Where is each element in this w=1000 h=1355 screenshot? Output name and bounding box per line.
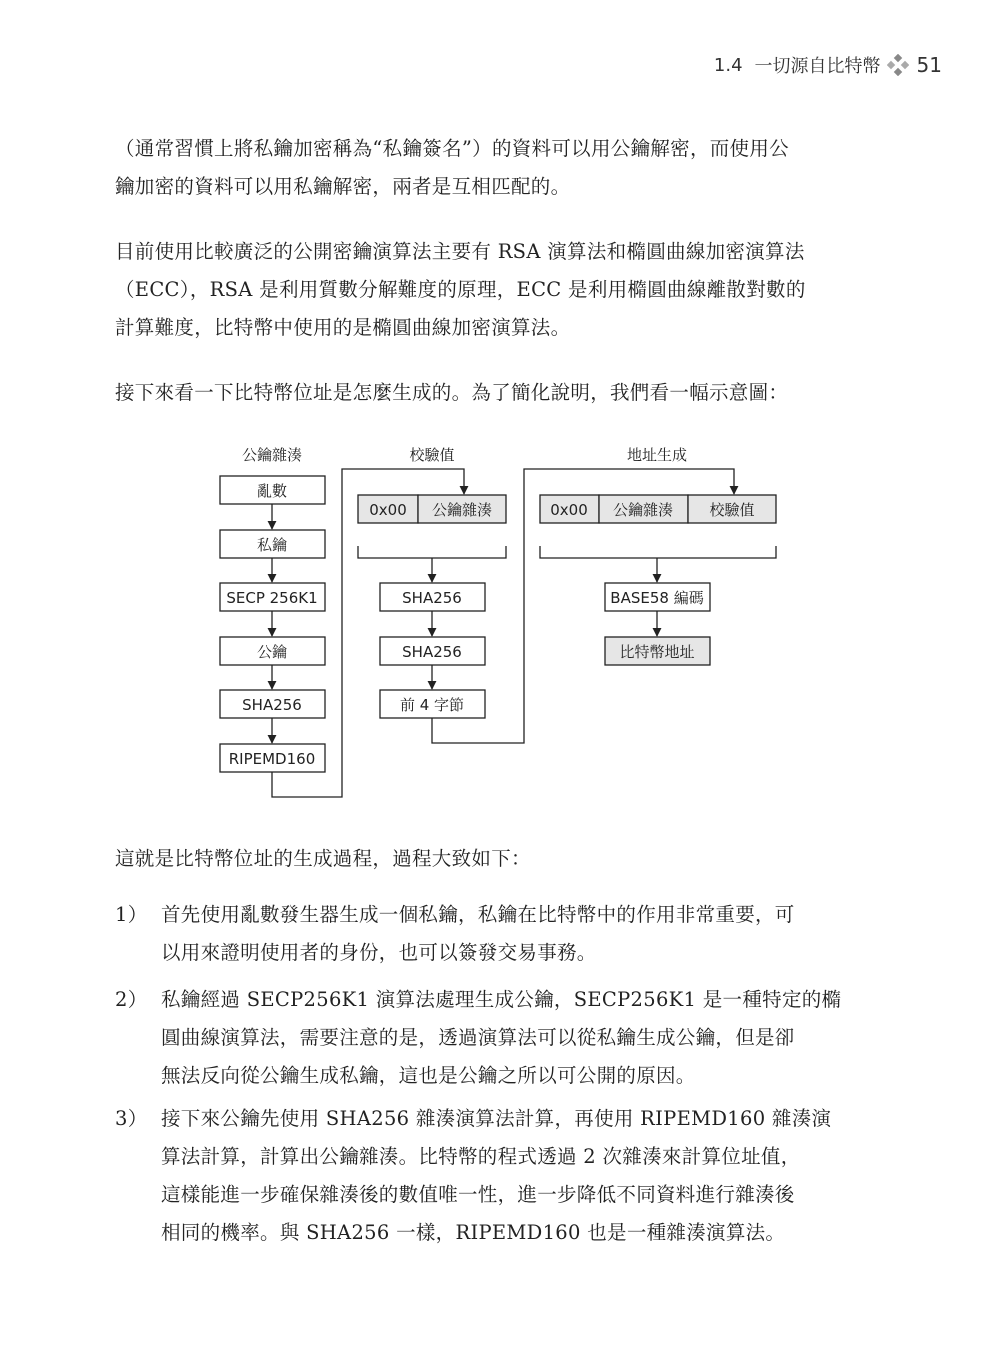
chapter-title: 一切源自比特幣 [754,56,881,77]
list-item-3 [115,1100,885,1252]
paragraph-1: （通常習慣上將私鑰加密稱為“私鑰簽名”）的資料可以用公鑰解密，而使用公 鑰加密的資料可以用私鑰解密，兩者是互相匹配的。 [115,137,789,198]
col1-step-4 [220,637,325,665]
col1-step-6 [220,744,325,772]
col1-step-2 [220,530,325,558]
col1-step-3-label: SECP 256K1 [226,589,318,607]
list-item-3-number: 3） [115,1107,148,1130]
col2-step-3-label: 前 4 字節 [399,696,465,714]
col1-step-1 [220,476,325,504]
col3-step-1-label: BASE58 編碼 [610,589,704,607]
col3-input [540,495,776,523]
col1-step-6-label: RIPEMD160 [228,750,316,768]
col1-step-1-label: 亂數 [256,482,288,500]
list-item-1-text: 首先使用亂數發生器生成一個私鑰，私鑰在比特幣中的作用非常重要，可 以用來證明使用者的身份，也可以簽發交易事務。 [161,903,795,964]
col2-title: 校驗值 [409,446,455,464]
col2-step-2-label: SHA256 [402,643,462,661]
col1-step-2-label: 私鑰 [256,536,288,554]
col1-step-5 [220,690,325,718]
list-item-1-number: 1） [115,903,148,926]
col2-step-1 [380,583,485,611]
col1-step-3 [220,583,325,611]
paragraph-2: 目前使用比較廣泛的公開密鑰演算法主要有 RSA 演算法和橢圓曲線加密演算法 （ECC），RSA 是利用質數分解難度的原理，ECC 是利用橢圓曲線離散對數的 計算難度，比特幣中使用的是橢圓曲線加密演算法。 [115,240,806,339]
col3-input-checksum: 校驗值 [709,501,755,519]
col1-step-5-label: SHA256 [242,696,302,714]
col2-step-1-label: SHA256 [402,589,462,607]
col3-step-2-label: 比特幣地址 [619,643,695,661]
col2-bracket [358,546,506,558]
paragraph-4: 這就是比特幣位址的生成過程，過程大致如下： [115,847,531,870]
list-item-1 [115,896,885,972]
list-item-3-text: 接下來公鑰先使用 SHA256 雜湊演算法計算，再使用 RIPEMD160 雜湊演 算法計算，計算出公鑰雜湊。比特幣的程式透過 2 次雜湊來計算位址值， 這樣能進一步確保雜湊後的數值唯一性，進一步降低不同資料進行雜湊後 相同的機率。與 SHA256 一樣，RIPEMD160 也是一種雜湊演算法。 [161,1107,832,1244]
page-number: 51 [916,53,942,77]
col3-input-prefix: 0x00 [550,501,588,519]
col3-step-2 [605,637,710,665]
col3-bracket [540,546,776,558]
list-item-2-text: 私鑰經過 SECP256K1 演算法處理生成公鑰，SECP256K1 是一種特定的橢 圓曲線演算法，需要注意的是，透過演算法可以從私鑰生成公鑰，但是卻 無法反向從公鑰生成私鑰，這也是公鑰之所以可公開的原因。 [161,988,842,1087]
col3-title: 地址生成 [626,446,688,464]
list-item-2 [115,981,885,1095]
col2-step-2 [380,637,485,665]
section-number: 1.4 [713,54,743,76]
col2-step-3 [380,690,485,718]
col2-input-hash: 公鑰雜湊 [431,501,493,519]
col3-step-1 [605,583,710,611]
col3-input-hash: 公鑰雜湊 [612,501,674,519]
paragraph-3: 接下來看一下比特幣位址是怎麼生成的。為了簡化說明，我們看一幅示意圖： [115,381,789,404]
list-item-2-number: 2） [115,988,148,1011]
col2-input-prefix: 0x00 [369,501,407,519]
col2-input [358,495,506,523]
col1-title: 公鑰雜湊 [241,446,303,464]
col1-step-4-label: 公鑰 [256,643,288,661]
